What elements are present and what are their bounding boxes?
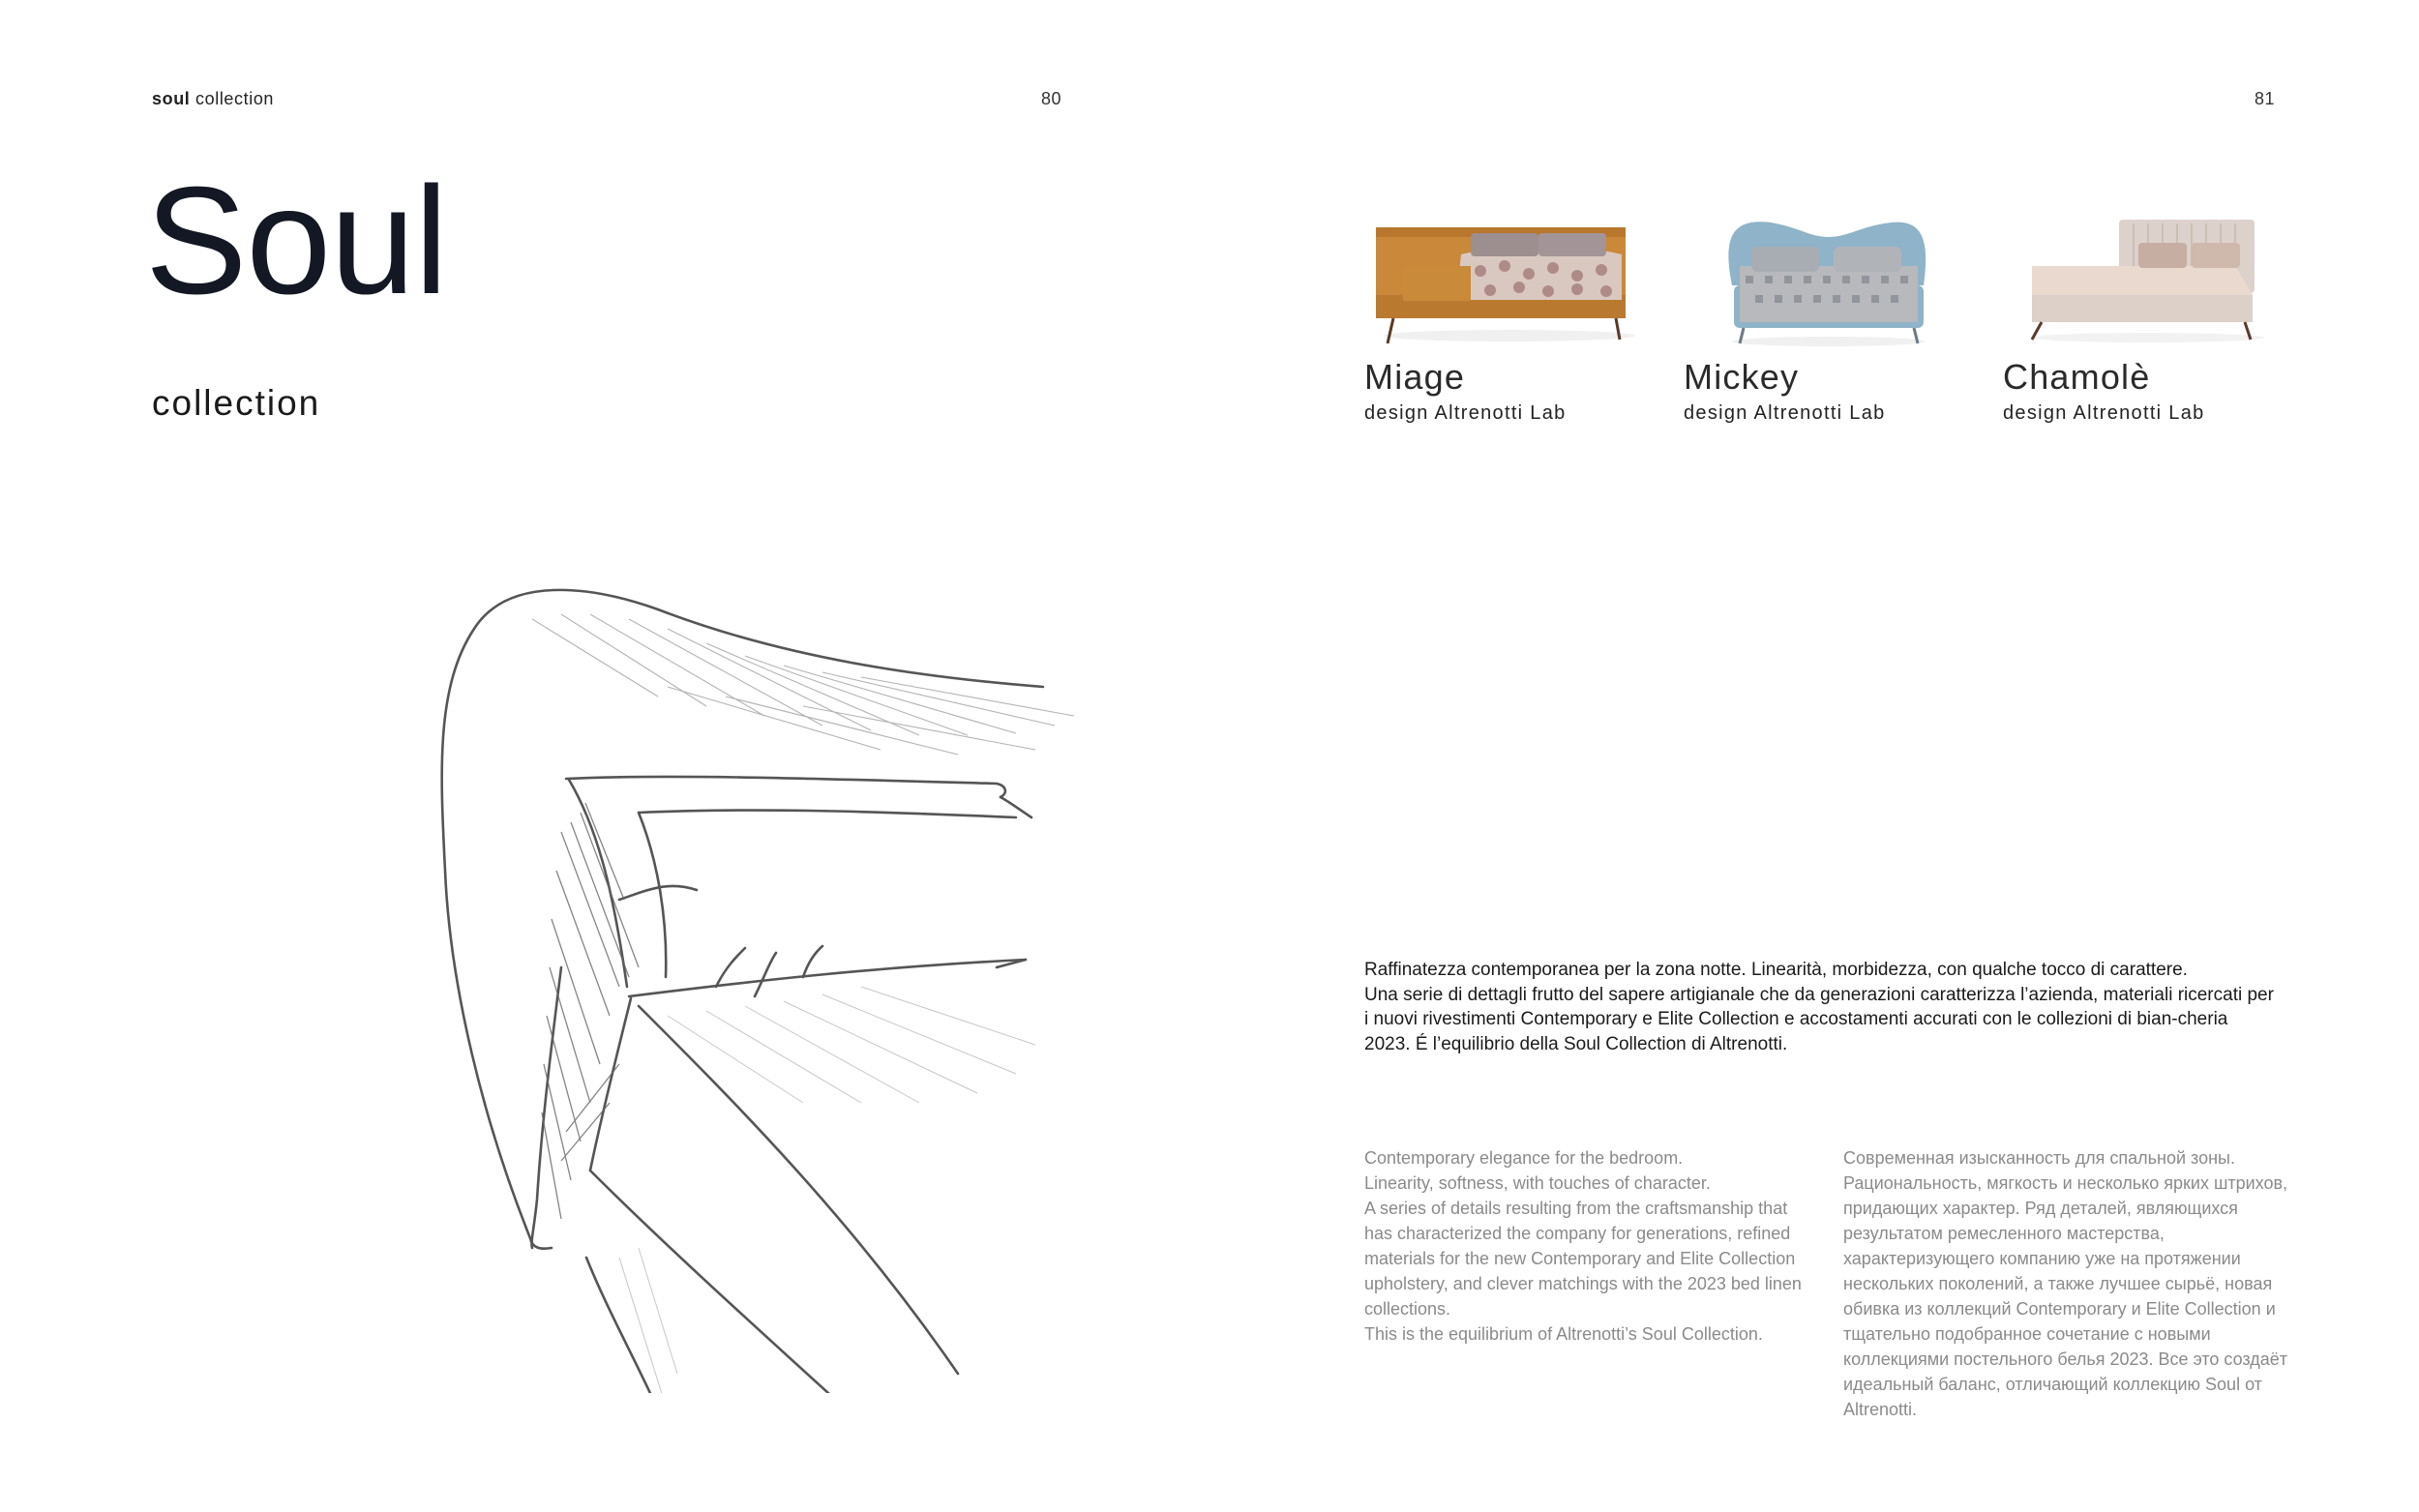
page-number-right: 81 bbox=[2255, 89, 2276, 108]
intro-italian-line1: Raffinatezza contemporanea per la zona notte. Linearità, morbidezza, con qualche tocco di carattere. bbox=[1364, 960, 2188, 980]
headboard-sketch bbox=[416, 580, 1074, 1393]
page-number-left: 80 bbox=[1041, 89, 1062, 108]
product-name: Miage bbox=[1364, 357, 1466, 397]
bed-mickey-image bbox=[1684, 198, 1964, 353]
product-miage[interactable] bbox=[1364, 198, 1655, 425]
text-english-p4: This is the equilibrium of Altrenotti’s Soul Collection. bbox=[1364, 1324, 1763, 1344]
bed-miage-image bbox=[1364, 198, 1645, 353]
text-english-p2: Linearity, softness, with touches of character. bbox=[1364, 1173, 1711, 1193]
page-title: Soul bbox=[145, 156, 448, 326]
intro-italian-line2: Una serie di dettagli frutto del sapere artigianale che da generazioni caratterizza l’azienda, materiali ricercati per i nuovi rivestimenti Contemporary e Elite Collection e accostamenti accurati con le collezioni di bian-cheria 2023. É l’equilibrio della Soul Collection di Altrenotti. bbox=[1364, 984, 2274, 1054]
bed-chamole-image bbox=[2003, 198, 2284, 353]
running-head bbox=[152, 89, 274, 109]
product-designer: design Altrenotti Lab bbox=[1684, 401, 1886, 424]
running-head-brand: soul bbox=[152, 89, 191, 108]
intro-italian bbox=[1364, 958, 2274, 1056]
text-english-p3: A series of details resulting from the craftsmanship that has characterized the company for generations, refined materials for the new Contemporary and Elite Collection upholstery, and clever matchings with the 2023 bed linen collections. bbox=[1364, 1199, 1802, 1319]
text-russian bbox=[1843, 1145, 2298, 1422]
product-name: Chamolè bbox=[2003, 357, 2151, 397]
product-designer: design Altrenotti Lab bbox=[2003, 401, 2205, 424]
product-designer: design Altrenotti Lab bbox=[1364, 401, 1567, 424]
page-subtitle: collection bbox=[152, 383, 321, 423]
product-mickey[interactable] bbox=[1684, 198, 1974, 425]
text-russian-p1: Современная изысканность для спальной зоны. Рациональность, мягкость и несколько ярких штрихов, придающих характер. Ряд деталей, являющихся результатом ремесленного мастерства, характеризующего компанию уже на протяжении нескольких поколений, а также лучшее сырьё, новая обивка из коллекций Contemporary и Elite Collection и тщательно подобранное сочетание с новыми коллекциями постельного белья 2023. Все это создаёт идеальный баланс, отличающий коллекцию Soul от Altrenotti. bbox=[1843, 1148, 2288, 1419]
product-name: Mickey bbox=[1684, 357, 1800, 397]
text-english bbox=[1364, 1145, 1819, 1347]
text-english-p1: Contemporary elegance for the bedroom. bbox=[1364, 1148, 1684, 1168]
running-head-rest: collection bbox=[190, 89, 275, 108]
product-chamole[interactable] bbox=[2003, 198, 2293, 425]
